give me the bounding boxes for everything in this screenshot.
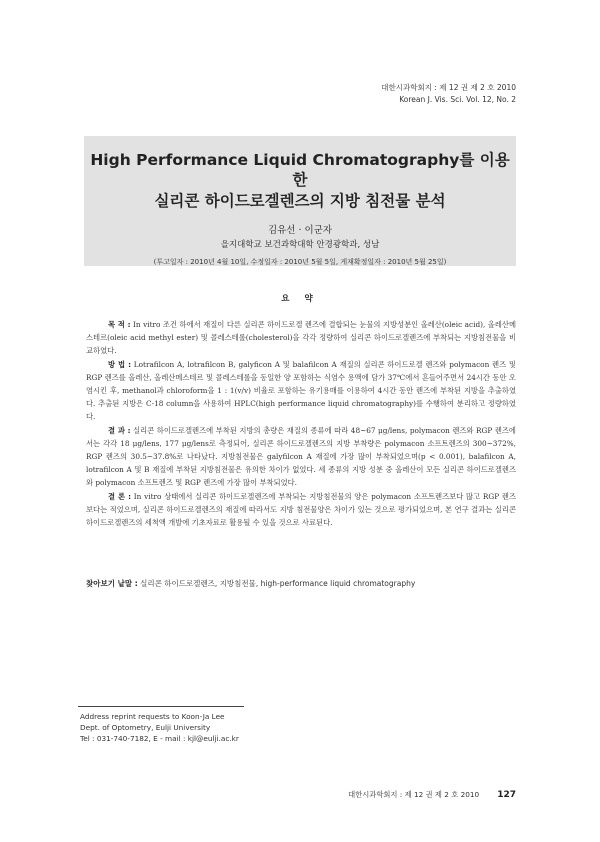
journal-header-english: Korean J. Vis. Sci. Vol. 12, No. 2 [399, 95, 516, 104]
methods-label: 방 법 : [108, 359, 132, 369]
footnote-line1: Address reprint requests to Koon-Ja Lee [80, 712, 225, 721]
purpose-text: In vitro 조건 하에서 재질이 다른 실리콘 하이드로겔 렌즈에 결합되는 눈물의 지방성분인 올레산(oleic acid), 올레산메스테르(oleic acid methyl ester) 및 콜레스테롤(cholesterol)을 각각 정량하여 실리콘 하이드로겔렌즈에 부착되는 지방침전물을 비교하였다. [86, 320, 516, 356]
title-block [84, 136, 516, 266]
abstract-heading: 요 약 [281, 294, 319, 304]
abstract-purpose [86, 318, 516, 358]
paper-title-line2: 실리콘 하이드로겔렌즈의 지방 침전물 분석 [154, 192, 446, 210]
footnote-line3: Tel : 031-740-7182, E - mail : kjl@eulji.ac.kr [80, 734, 239, 743]
footnote-line2: Dept. of Optometry, Eulji University [80, 723, 211, 732]
abstract-conclusion [86, 490, 516, 530]
correspondence-footnote [80, 711, 239, 744]
affiliation: 을지대학교 보건과학대학 안경광학과, 성남 [220, 240, 380, 250]
abstract-methods [86, 358, 516, 424]
journal-header-korean: 대한시과학회지 : 제 12 권 제 2 호 2010 [381, 83, 516, 92]
results-text: 실리콘 하이드로겔렌즈에 부착된 지방의 총량은 재질의 종류에 따라 48~67 μg/lens, polymacon 렌즈와 RGP 렌즈에서는 각각 18 μg/lens, 177 μg/lens로 측정되어, 실리콘 하이드로겔렌즈의 지방 부착량은 polymacon 소프트렌즈의 300~372%, RGP 렌즈의 30.5~37.8%로 나타났다. 지방침전물은 galyfilcon A 재질에 가장 많이 부착되었으며(p < 0.001), balafilcon A, lotrafilcon A 및 B 재질에 부착된 지방침전물은 유의한 차이가 없었다. 세 종류의 지방 성분 중 올레산이 모든 실리콘 하이드로겔렌즈와 polymacon 소프트렌즈 및 RGP 렌즈에 가장 많이 부착되었다. [86, 425, 516, 488]
submission-dates: (투고일자 : 2010년 4월 10일, 수정일자 : 2010년 5월 5일, 게재확정일자 : 2010년 5월 25일) [153, 258, 447, 266]
journal-header [381, 82, 516, 106]
conclusion-label: 결 론 : [108, 491, 132, 501]
footnote-divider [78, 706, 244, 707]
page-number: 127 [497, 790, 516, 800]
keywords-label: 찾아보기 낱말 : [86, 579, 138, 588]
methods-text: Lotrafilcon A, lotrafilcon B, galyficon A 및 balafilcon A 재질의 실리콘 하이드로겔 렌즈와 polymacon 렌즈 및 RGP 렌즈를 올레산, 올레산메스테르 및 콜레스테롤을 동일한 양 포함하는 식염수 용액에 담가 37℃에서 흔들어주면서 24시간 동안 오염시킨 후, methanol과 chloroform을 1 : 1(v/v) 비율로 포함하는 유기용매를 이용하여 4시간 동안 렌즈에 부착된 지방을 추출하였다. 추출된 지방은 C-18 column을 사용하여 HPLC(high performance liquid chromatography)를 수행하여 분리하고 정량하였다. [86, 359, 516, 422]
results-label: 결 과 : [108, 425, 131, 435]
conclusion-text: In vitro 상태에서 실리콘 하이드로겔렌즈에 부착되는 지방침전물의 양은 polymacon 소프트렌즈보다 많고 RGP 렌즈보다는 적었으며, 실리콘 하이드로겔렌즈의 재질에 따라서도 지방 침전물양은 차이가 있는 것으로 평가되었으며, 본 연구 결과는 실리콘 하이드로겔렌즈의 세척액 개발에 기초자료로 활용될 수 있을 것으로 사료된다. [86, 491, 516, 528]
abstract-body [86, 318, 516, 529]
abstract-results [86, 424, 516, 490]
keywords-text: 실리콘 하이드로겔렌즈, 지방침전물, high-performance liquid chromatography [137, 579, 416, 588]
page-footer [348, 790, 516, 800]
keywords [86, 578, 516, 589]
purpose-label: 목 적 : [108, 320, 131, 329]
footer-journal: 대한시과학회지 : 제 12 권 제 2 호 2010 [348, 790, 480, 799]
authors: 김유선 · 이군자 [267, 225, 333, 236]
paper-title-line1: High Performance Liquid Chromatography를 이용한 [90, 151, 510, 189]
